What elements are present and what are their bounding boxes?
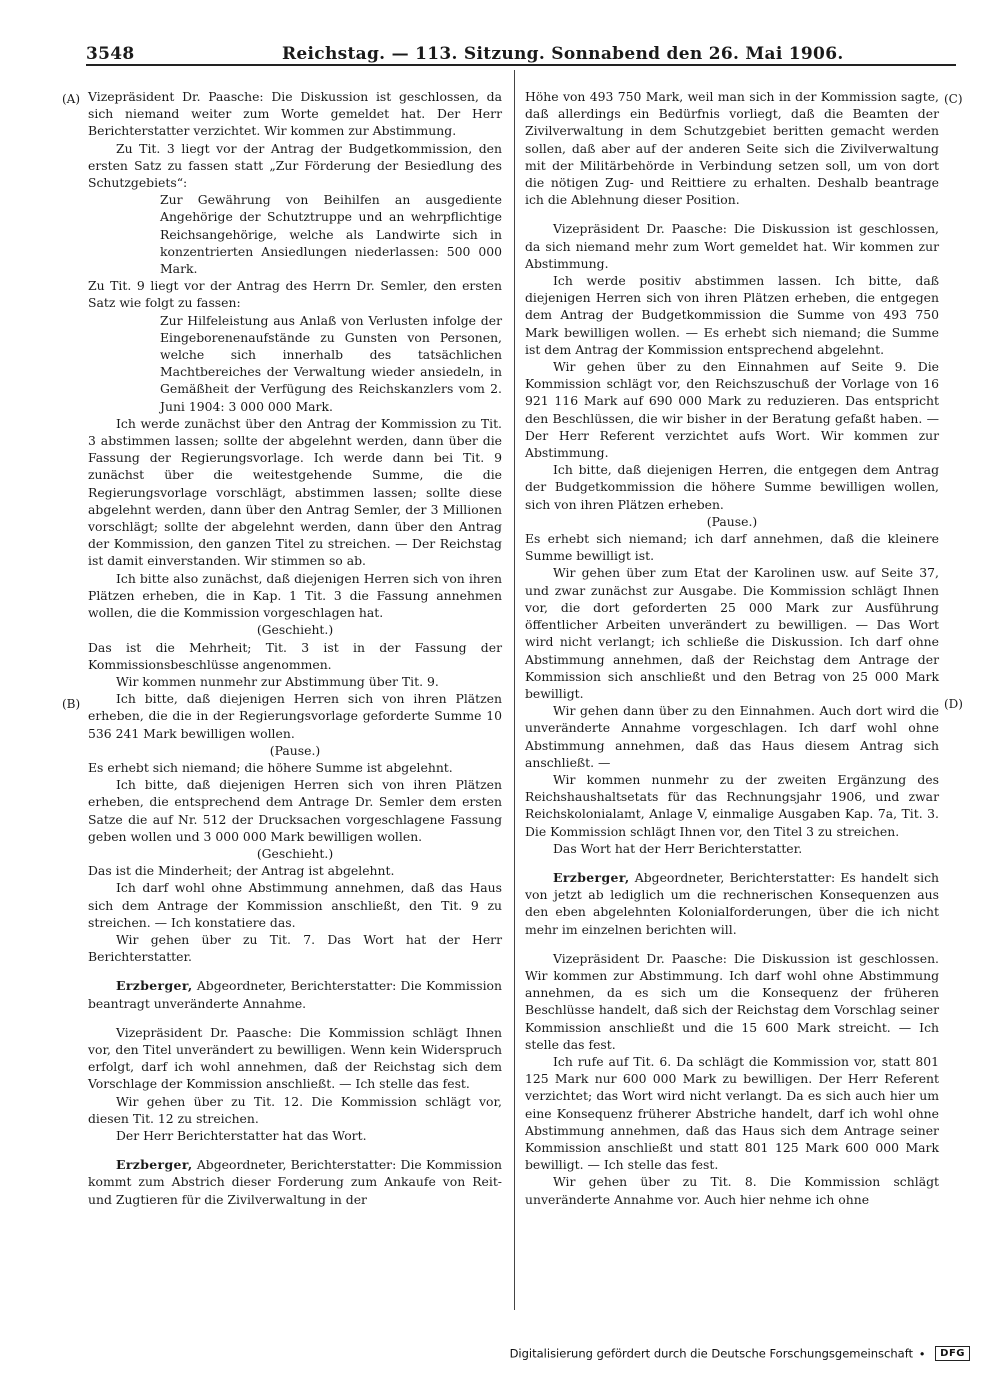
paragraph xyxy=(88,1024,502,1093)
paragraph xyxy=(88,277,502,311)
paragraph xyxy=(88,845,502,862)
header-rule xyxy=(86,64,956,66)
paragraph-text: Das ist die Mehrheit; Tit. 3 ist in der Fassung der Kommissionsbeschlüsse angenommen. xyxy=(88,639,502,672)
paragraph-text: Abgeordneter, Berichterstatter: Die Kommission kommt zum Abstrich dieser Forderung zum Ankaufe von Reit- und Zugtieren für die Zivilverwaltung in der xyxy=(88,1157,502,1207)
paragraph xyxy=(88,415,502,570)
paragraph xyxy=(88,191,502,277)
paragraph xyxy=(525,1053,939,1173)
paragraph-text: Wir gehen über zu Tit. 8. Die Kommission schlägt unveränderte Annahme vor. Auch hier nehme ich ohne xyxy=(525,1174,939,1207)
speaker-name: Erzberger, xyxy=(553,869,630,885)
paragraph-text: (Pause.) xyxy=(269,742,321,758)
paragraph xyxy=(525,1173,939,1207)
paragraph xyxy=(88,1156,502,1208)
paragraph xyxy=(88,690,502,742)
paragraph-text: Ich darf wohl ohne Abstimmung annehmen, daß das Haus sich dem Antrage der Kommission anschließt, den Tit. 9 zu streichen. — Ich konstatiere das. xyxy=(88,880,502,930)
paragraph-text: Es erhebt sich niemand; ich darf annehmen, daß die kleinere Summe bewilligt ist. xyxy=(525,531,939,564)
footer-text: Digitalisierung gefördert durch die Deutsche Forschungsgemeinschaft xyxy=(509,1346,914,1361)
paragraph xyxy=(88,673,502,690)
paragraph xyxy=(525,869,939,938)
paragraph-text: Höhe von 493 750 Mark, weil man sich in der Kommission sagte, daß allerdings ein Bedürfnis vorliegt, daß die Beamten der Zivilverwaltung in dem Schutzgebiet beritten gemacht werden sollen, daß aber auf der anderen Seite sich die Zivilverwaltung mit der Militärbehörde in Verbindung setzen soll, um von dort die nötigen Zug- und Reittiere zu erhalten. Deshalb beantrage ich die Ablehnung dieser Position. xyxy=(525,89,939,208)
paragraph xyxy=(88,1093,502,1127)
paragraph xyxy=(88,931,502,965)
paragraph-text: (Pause.) xyxy=(706,513,758,529)
paragraph-text: Wir kommen nunmehr zu der zweiten Ergänzung des Reichshaushaltsetats für das Rechnungsjahr 1906, und zwar Reichskolonialamt, Anlage V, einmalige Ausgaben Kap. 7a, Tit. 3. Die Kommission schlägt Ihnen vor, den Titel 3 zu streichen. xyxy=(525,771,939,839)
paragraph xyxy=(88,742,502,759)
speaker-name: Erzberger, xyxy=(116,978,193,994)
paragraph xyxy=(525,530,939,564)
paragraph xyxy=(525,358,939,461)
paragraph-text: Wir gehen über zu den Einnahmen auf Seite 9. Die Kommission schlägt vor, den Reichszuschuß der Vorlage von 16 921 116 Mark auf 690 000 Mark zu reduzieren. Das entspricht den Beschlüssen, die wir bisher in der Beratung gefaßt haben. — Der Herr Referent verzichtet aufs Wort. Wir kommen zur Abstimmung. xyxy=(525,359,939,461)
paragraph xyxy=(525,272,939,358)
paragraph-text: (Geschieht.) xyxy=(256,845,334,861)
footer-credit xyxy=(480,1346,970,1368)
right-column xyxy=(525,88,939,1208)
paragraph xyxy=(88,776,502,845)
paragraph-text: Abgeordneter, Berichterstatter: Die Kommission beantragt unveränderte Annahme. xyxy=(88,978,502,1011)
paragraph xyxy=(88,977,502,1011)
paragraph-text: Das Wort hat der Herr Berichterstatter. xyxy=(553,840,803,856)
paragraph xyxy=(88,1127,502,1144)
margin-mark-b: (B) xyxy=(62,697,81,711)
paragraph xyxy=(525,88,939,208)
paragraph xyxy=(525,513,939,530)
margin-mark-a: (A) xyxy=(62,92,81,106)
paragraph xyxy=(88,570,502,622)
left-column xyxy=(88,88,502,1208)
paragraph xyxy=(525,564,939,702)
paragraph-text: Wir gehen über zum Etat der Karolinen usw. auf Seite 37, und zwar zunächst zur Ausgabe. Die Kommission schlägt Ihnen vor, die dort geforderten 25 000 Mark zur Ausführung öffentlicher Arbeiten unverändert zu bewilligen. — Das Wort wird nicht verlangt; ich schließe die Diskussion. Ich darf ohne Abstimmung annehmen, daß der Reichstag dem Antrage der Kommission sich anschließt und den Betrag von 25 000 Mark bewilligt. xyxy=(525,565,939,701)
margin-mark-d: (D) xyxy=(944,697,963,711)
paragraph-text: Vizepräsident Dr. Paasche: Die Kommission schlägt Ihnen vor, den Titel unverändert zu bewilligen. Wenn kein Widerspruch erfolgt, darf ich wohl annehmen, daß der Reichstag sich dem Vorschlage der Kommission anschließt. — Ich stelle das fest. xyxy=(88,1024,502,1092)
running-title: Reichstag. — 113. Sitzung. Sonnabend den 26. Mai 1906. xyxy=(282,44,844,64)
column-divider xyxy=(514,70,515,1310)
paragraph-text: Vizepräsident Dr. Paasche: Die Diskussion ist geschlossen, da sich niemand weiter zum Worte gemeldet hat. Der Herr Berichterstatter verzichtet. Wir kommen zur Abstimmung. xyxy=(88,89,502,139)
paragraph-text: Ich bitte, daß diejenigen Herren sich von ihren Plätzen erheben, die die in der Regierungsvorlage geforderte Summe 10 536 241 Mark bewilligen wollen. xyxy=(88,691,502,741)
paragraph xyxy=(88,621,502,638)
paragraph-text: Zur Hilfeleistung aus Anlaß von Verlusten infolge der Eingeborenenaufstände zu Gunsten von Personen, welche sich innerhalb des tatsächlichen Machtbereiches der Verwaltung wieder ansiedeln, in Gemäßheit der Verfügung des Reichskanzlers vom 2. Juni 1904: 3 000 000 Mark. xyxy=(160,312,502,414)
paragraph-text: Wir gehen über zu Tit. 7. Das Wort hat der Herr Berichterstatter. xyxy=(88,931,502,965)
paragraph-text: Vizepräsident Dr. Paasche: Die Diskussion ist geschlossen. Wir kommen zur Abstimmung. Ich darf wohl ohne Abstimmung annehmen, da es sich um die Konsequenz der früheren Beschlüsse handelt, daß sich der Reichstag dem Vorschlag seiner Kommission anschließt und die 15 600 Mark streicht. — Ich stelle das fest. xyxy=(525,950,939,1052)
paragraph-text: (Geschieht.) xyxy=(256,622,334,638)
paragraph-text: Ich werde positiv abstimmen lassen. Ich bitte, daß diejenigen Herren sich von ihren Plätzen erheben, die entgegen dem Antrag der Budgetkommission die Summe von 493 750 Mark bewilligen wollen. — Es erhebt sich niemand; die Summe ist dem Antrag der Kommission entsprechend abgelehnt. xyxy=(525,273,939,357)
paragraph xyxy=(525,220,939,272)
paragraph-text: Wir gehen über zu Tit. 12. Die Kommission schlägt vor, diesen Tit. 12 zu streichen. xyxy=(88,1093,502,1126)
paragraph xyxy=(88,639,502,673)
paragraph-text: Wir gehen dann über zu den Einnahmen. Auch dort wird die unveränderte Annahme vorgeschlagen. Ich darf wohl ohne Abstimmung annehmen, daß das Haus diesem Antrag sich anschließt. — xyxy=(525,703,939,770)
paragraph-text: Zu Tit. 9 liegt vor der Antrag des Herrn Dr. Semler, den ersten Satz wie folgt zu fassen: xyxy=(88,278,502,311)
paragraph xyxy=(525,840,939,857)
paragraph xyxy=(88,88,502,140)
paragraph-text: Wir kommen nunmehr zur Abstimmung über Tit. 9. xyxy=(116,673,439,689)
paragraph-text: Ich bitte, daß diejenigen Herren sich von ihren Plätzen erheben, die entsprechend dem Antrage Dr. Semler dem ersten Satze die auf Nr. 512 der Drucksachen vorgeschlagene Fassung geben wollen und 3 000 000 Mark bewilligen wollen. xyxy=(88,777,502,844)
paragraph-text: Zu Tit. 3 liegt vor der Antrag der Budgetkommission, den ersten Satz zu fassen statt „Zur Förderung der Besiedlung des Schutzgebiets“: xyxy=(88,140,502,191)
dfg-logo: DFG xyxy=(935,1346,970,1361)
paragraph-text: Abgeordneter, Berichterstatter: Es handelt sich von jetzt ab lediglich um die rechnerischen Konsequenzen aus den eben abgelehnten Kolonialforderungen, über die ich nicht mehr im einzelnen berichten will. xyxy=(525,869,939,937)
speaker-name: Erzberger, xyxy=(116,1157,193,1173)
paragraph xyxy=(525,702,939,771)
paragraph-text: Es erhebt sich niemand; die höhere Summe ist abgelehnt. xyxy=(88,759,453,775)
paragraph xyxy=(88,759,502,776)
paragraph xyxy=(88,312,502,415)
paragraph-text: Ich werde zunächst über den Antrag der Kommission zu Tit. 3 abstimmen lassen; sollte der abgelehnt werden, dann über die Fassung der Regierungsvorlage. Ich werde dann bei Tit. 9 zunächst über die weitestgehende Summe, die die Regierungsvorlage vorschlägt, abstimmen lassen; sollte diese abgelehnt werden, dann über den Antrag Semler, der 3 Millionen vorschlägt; sollte der abgelehnt werden, dann über den Antrag der Kommission, den ganzen Titel zu streichen. — Der Reichstag ist damit einverstanden. Wir stimmen so ab. xyxy=(88,415,502,569)
paragraph xyxy=(88,862,502,879)
paragraph-text: Das ist die Minderheit; der Antrag ist abgelehnt. xyxy=(88,863,395,879)
paragraph-text: Vizepräsident Dr. Paasche: Die Diskussion ist geschlossen, da sich niemand mehr zum Wort gemeldet hat. Wir kommen zur Abstimmung. xyxy=(525,221,939,271)
paragraph xyxy=(88,879,502,931)
paragraph xyxy=(525,950,939,1053)
footer-separator: • xyxy=(918,1346,926,1361)
page-header xyxy=(86,36,956,66)
margin-mark-c: (C) xyxy=(944,92,963,106)
paragraph-text: Ich bitte, daß diejenigen Herren, die entgegen dem Antrag der Budgetkommission die höhere Summe bewilligen wollen, sich von ihren Plätzen erheben. xyxy=(525,462,939,512)
paragraph xyxy=(525,771,939,840)
paragraph-text: Zur Gewährung von Beihilfen an ausgediente Angehörige der Schutztruppe und an wehrpflichtige Reichsangehörige, welche als Landwirte sich in konzentrierten Ansiedlungen niederlassen: 500 000 Mark. xyxy=(160,192,502,277)
page-number: 3548 xyxy=(86,44,135,64)
paragraph-text: Ich bitte also zunächst, daß diejenigen Herren sich von ihren Plätzen erheben, die in Kap. 1 Tit. 3 die Fassung annehmen wollen, die die Kommission vorgeschlagen hat. xyxy=(88,570,502,621)
paragraph-text: Der Herr Berichterstatter hat das Wort. xyxy=(116,1127,367,1143)
paragraph-text: Ich rufe auf Tit. 6. Da schlägt die Kommission vor, statt 801 125 Mark nur 600 000 Mark zu bewilligen. Der Herr Referent verzichtet; das Wort wird nicht verlangt. Da es sich auch hier um eine Konsequenz früherer Abstriche handelt, darf ich wohl ohne Abstimmung annehmen, daß das Haus sich dem Antrage seiner Kommission anschließt und statt 801 125 Mark 600 000 Mark bewilligt. — Ich stelle das fest. xyxy=(525,1053,939,1173)
paragraph xyxy=(525,461,939,513)
paragraph xyxy=(88,140,502,192)
